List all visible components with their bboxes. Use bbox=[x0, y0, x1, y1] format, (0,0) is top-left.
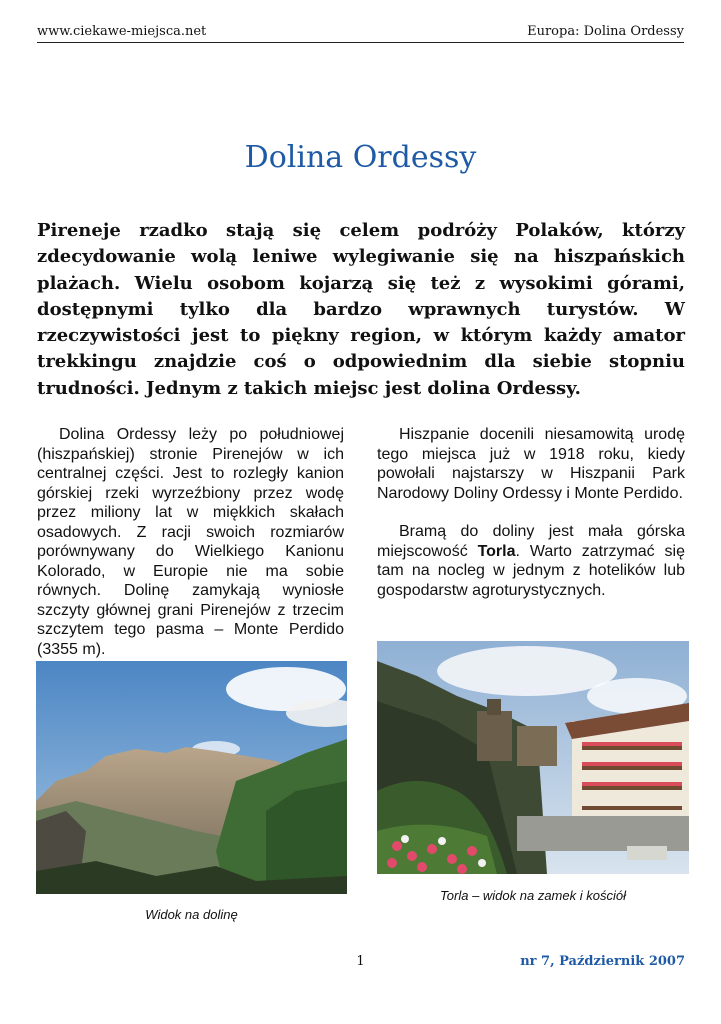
page-title: Dolina Ordessy bbox=[244, 140, 477, 175]
lead-paragraph: Pireneje rzadko stają się celem podróży Polaków, którzy zdecydowanie wolą leniwe wylegiwanie się na hiszpańskich plażach. Wielu osobom kojarzą się też z wysokimi górami, dostępnymi tylko dla bardzo wprawnych turystów. W rzeczywistości jest to piękny region, w którym każdy amator trekkingu znajdzie coś o odpowiednim dla siebie stopniu trudności. Jednym z takich miejsc jest dolina Ordessy. bbox=[37, 220, 685, 399]
left-column bbox=[37, 425, 344, 659]
right-paragraph-1: Hiszpanie docenili niesamowitą urodę tego miejsca już w 1918 roku, kiedy powołali najstarszy w Hiszpanii Park Narodowy Doliny Ordessy i Monte Perdido. bbox=[377, 426, 685, 502]
issue-label: nr 7, Październik 2007 bbox=[520, 954, 685, 969]
right-paragraph-2-start: Bramą do doliny jest mała górska miejscowość bbox=[377, 523, 685, 560]
page-header bbox=[37, 22, 684, 43]
left-paragraph: Dolina Ordessy leży po południowej (hiszpańskiej) stronie Pirenejów w ich centralnej części. Jest to rozległy kanion górskiej rzeki wyrzeźbiony przez wodę przez miliony lat w miękkich skałach osadowych. Z racji swoich rozmiarów porównywany do Wielkiego Kanionu Kolorado, w Europie nie ma sobie równych. Dolinę zamykają wyniosłe szczyty głównej grani Pirenejów z trzecim szczytem tego pasma – Monte Perdido (3355 m). bbox=[37, 426, 344, 658]
photo2-caption: Torla – widok na zamek i kościół bbox=[440, 888, 626, 903]
right-paragraph-2 bbox=[377, 522, 685, 600]
photo1-caption: Widok na dolinę bbox=[145, 907, 238, 922]
valley-photo bbox=[36, 661, 347, 894]
right-column bbox=[377, 425, 685, 600]
site-url[interactable]: www.ciekawe-miejsca.net bbox=[37, 24, 207, 39]
torla-photo bbox=[377, 641, 689, 874]
page-number: 1 bbox=[356, 954, 365, 969]
torla-bold: Torla bbox=[477, 542, 516, 560]
right-paragraph-2-end: . Warto zatrzymać się tam na nocleg w jednym z hotelików lub gospodarstw agroturystycznych. bbox=[377, 542, 685, 599]
section-title: Europa: Dolina Ordessy bbox=[527, 24, 684, 39]
